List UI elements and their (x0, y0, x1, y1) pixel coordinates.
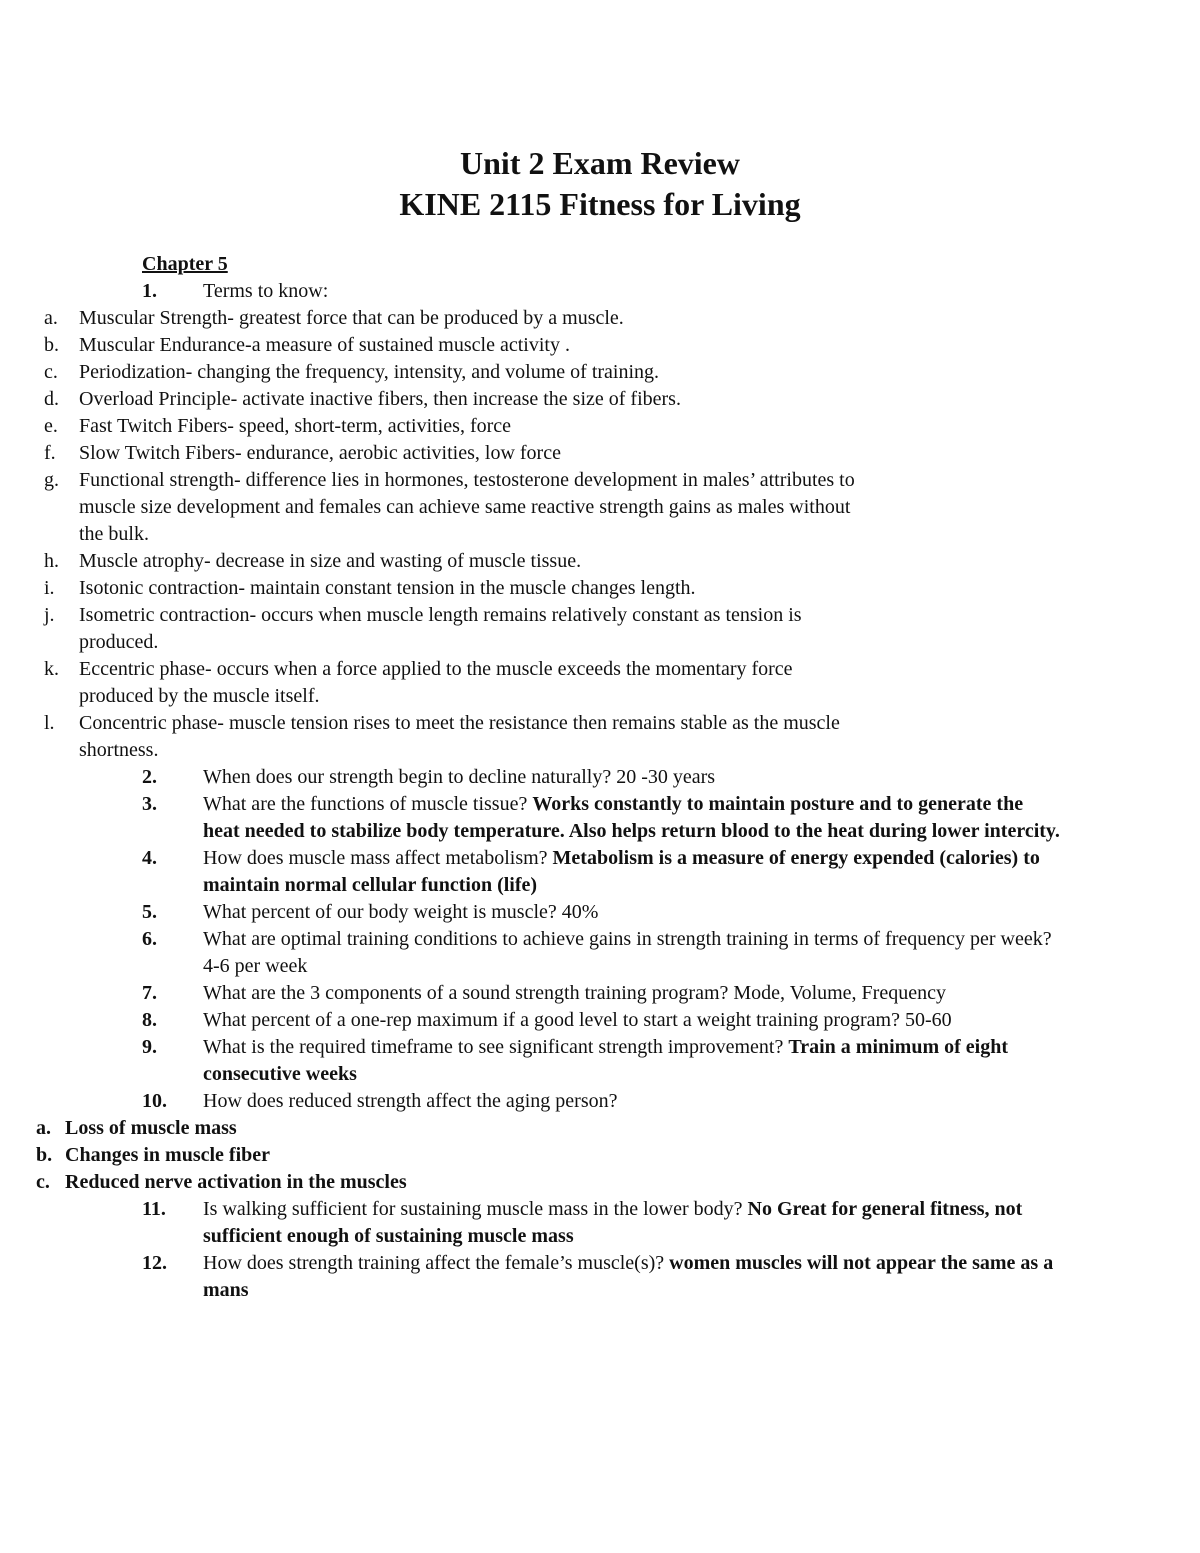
answer-letter: b. (36, 1144, 53, 1166)
term-item (0, 332, 857, 359)
question-number: 8. (142, 1009, 157, 1031)
question-item (0, 1034, 1063, 1088)
term-item (0, 413, 857, 440)
question-item (0, 791, 1063, 845)
term-letter: e. (44, 415, 58, 437)
question-number: 10. (142, 1090, 167, 1112)
question-text: What is the required timeframe to see significant strength improvement? (203, 1036, 789, 1058)
term-letter: i. (44, 577, 55, 599)
question-text: What are the 3 components of a sound strength training program? Mode, Volume, Frequency (203, 982, 946, 1004)
term-text: Eccentric phase- occurs when a force applied to the muscle exceeds the momentary force produced by the muscle itself. (79, 658, 793, 707)
question-text: How does reduced strength affect the aging person? (203, 1090, 618, 1112)
question-item (0, 278, 1063, 305)
term-text: Isometric contraction- occurs when muscle length remains relatively constant as tension is produced. (79, 604, 802, 653)
term-item (0, 359, 857, 386)
question-list (0, 278, 1200, 1304)
term-letter: g. (44, 469, 59, 491)
term-letter: j. (44, 604, 55, 626)
term-item (0, 386, 857, 413)
course-title: KINE 2115 Fitness for Living (399, 186, 801, 222)
term-letter: b. (44, 334, 59, 356)
term-letter: k. (44, 658, 59, 680)
term-item (0, 305, 857, 332)
question-text: What percent of our body weight is muscle? 40% (203, 901, 599, 923)
answer-item (0, 1142, 843, 1169)
answer-text: Works constantly to maintain posture and to generate the heat needed to stabilize body temperature. Also helps return blood to the heat during lower intercity. (203, 793, 1060, 842)
term-item (0, 440, 857, 467)
term-letter: h. (44, 550, 59, 572)
chapter-heading: Chapter 5 (142, 253, 228, 275)
question-item (0, 764, 1063, 791)
question-item (0, 845, 1063, 899)
question-item (0, 1250, 1063, 1304)
answer-text: Train a minimum of eight consecutive weeks (203, 1036, 1009, 1085)
answer-text: Metabolism is a measure of energy expended (calories) to maintain normal cellular function (life) (203, 847, 1040, 896)
term-item (0, 656, 857, 710)
term-letter: a. (44, 307, 58, 329)
question-number: 7. (142, 982, 157, 1004)
term-text: Slow Twitch Fibers- endurance, aerobic activities, low force (79, 442, 561, 464)
answer-letter: a. (36, 1117, 51, 1139)
document-title: Unit 2 Exam Review (460, 145, 740, 181)
answer-text: women muscles will not appear the same as a mans (203, 1252, 1054, 1301)
question-text: When does our strength begin to decline naturally? 20 -30 years (203, 766, 716, 788)
question-text: What percent of a one-rep maximum if a good level to start a weight training program? 50-60 (203, 1009, 952, 1031)
term-item (0, 602, 857, 656)
term-text: Muscular Strength- greatest force that can be produced by a muscle. (79, 307, 624, 329)
term-item (0, 467, 857, 548)
answer-text: Reduced nerve activation in the muscles (65, 1171, 407, 1193)
question-item (0, 1196, 1063, 1250)
answer-item (0, 1115, 843, 1142)
terms-list (0, 305, 860, 764)
question-number: 4. (142, 847, 157, 869)
question-number: 11. (142, 1198, 166, 1220)
term-text: Concentric phase- muscle tension rises to meet the resistance then remains stable as the muscle shortness. (79, 712, 840, 761)
term-item (0, 575, 857, 602)
answer-item (0, 1169, 843, 1196)
question-text: Is walking sufficient for sustaining muscle mass in the lower body? (203, 1198, 748, 1220)
term-text: Muscular Endurance-a measure of sustained muscle activity . (79, 334, 570, 356)
question-item (0, 1007, 1063, 1034)
term-text: Muscle atrophy- decrease in size and wasting of muscle tissue. (79, 550, 582, 572)
question-item (0, 980, 1063, 1007)
question-text: What are optimal training conditions to achieve gains in strength training in terms of frequency per week? 4-6 per week (203, 928, 1052, 977)
term-letter: d. (44, 388, 59, 410)
question-number: 2. (142, 766, 157, 788)
term-text: Fast Twitch Fibers- speed, short-term, activities, force (79, 415, 512, 437)
question-text: How does strength training affect the female’s muscle(s)? (203, 1252, 670, 1274)
answer-text: Changes in muscle fiber (65, 1144, 270, 1166)
term-letter: l. (44, 712, 55, 734)
answer-letter: c. (36, 1171, 50, 1193)
term-text: Functional strength- difference lies in hormones, testosterone development in males’ attributes to muscle size development and females can achieve same reactive strength gains as males without the bulk. (79, 469, 855, 545)
term-text: Isotonic contraction- maintain constant tension in the muscle changes length. (79, 577, 696, 599)
question-item (0, 899, 1063, 926)
term-letter: c. (44, 361, 58, 383)
term-letter: f. (44, 442, 56, 464)
term-item (0, 710, 857, 764)
question-number: 12. (142, 1252, 167, 1274)
question-number: 9. (142, 1036, 157, 1058)
question-text: How does muscle mass affect metabolism? (203, 847, 553, 869)
question-item (0, 926, 1063, 980)
question-number: 6. (142, 928, 157, 950)
question-number: 3. (142, 793, 157, 815)
answer-text: Loss of muscle mass (65, 1117, 237, 1139)
term-text: Periodization- changing the frequency, intensity, and volume of training. (79, 361, 660, 383)
question-text: Terms to know: (203, 280, 329, 302)
question-number: 5. (142, 901, 157, 923)
question-text: What are the functions of muscle tissue? (203, 793, 533, 815)
term-text: Overload Principle- activate inactive fibers, then increase the size of fibers. (79, 388, 681, 410)
question-item (0, 1088, 1063, 1115)
answer-list (0, 1115, 860, 1196)
question-number: 1. (142, 280, 157, 302)
answer-text: No Great for general fitness, not sufficient enough of sustaining muscle mass (203, 1198, 1023, 1247)
term-item (0, 548, 857, 575)
